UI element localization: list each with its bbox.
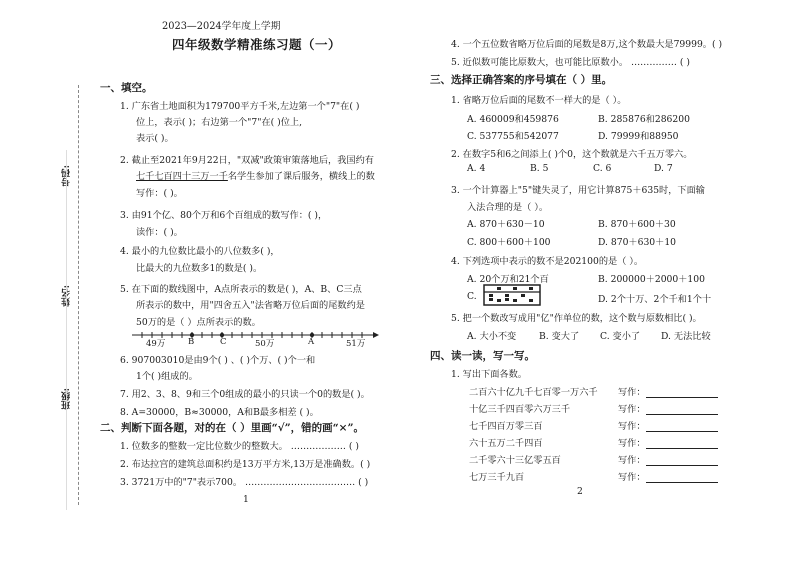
write-blank-2[interactable] xyxy=(646,404,718,415)
choice-1-option-c: C. 537755和542077 xyxy=(467,131,559,142)
q7: 7. 用2、3、8、9和三个0组成的最小的只读一个0的数是( )。 xyxy=(120,389,370,400)
q1-line1: 1. 广东省土地面积为179700平方千米,左边第一个"7"在( ) xyxy=(120,101,360,112)
write-item-6: 七万三千九百 xyxy=(469,472,525,483)
write-item-2: 十亿三千四百零六万三千 xyxy=(469,404,571,415)
number-line-arrow xyxy=(373,332,379,338)
judge-2: 2. 布达拉宫的建筑总面积约是13万平方米,13万是准确数。( ) xyxy=(120,459,371,470)
judge-3: 3. 3721万中的"7"表示700。 ……………………………… ( ) xyxy=(120,477,369,488)
judge-4: 4. 一个五位数省略万位后面的尾数是8万,这个数最大是79999。( ) xyxy=(451,39,723,50)
write-item-1: 二百六十亿九千七百零一万六千 xyxy=(469,387,598,398)
label-51wan: 51万 xyxy=(346,339,366,349)
q2-line3: 写作：( )。 xyxy=(136,188,183,199)
q4-line1: 4. 最小的九位数比最小的八位数多( )， xyxy=(120,246,280,257)
q2-line1: 2. 截止至2021年9月22日，"双减"政策审策落地后，我国约有 xyxy=(120,155,374,166)
q5-line3: 50万的是（ ）点所表示的数。 xyxy=(136,317,261,328)
q1-line2: 位上，表示( )；右边第一个"7"在( )位上, xyxy=(136,117,303,128)
class-label: 班级: xyxy=(62,388,72,410)
write-item-4: 六十五万二千四百 xyxy=(469,438,543,449)
write-blank-1[interactable] xyxy=(646,387,718,398)
write-instruction: 1. 写出下面各数。 xyxy=(451,369,527,380)
binding-margin xyxy=(0,0,70,561)
choice-2-option-a: A. 4 xyxy=(467,163,486,174)
choice-3-line2: 入法合理的是（ ）。 xyxy=(467,202,549,213)
school-year: 2023—2024学年度上学期 xyxy=(162,21,281,32)
label-49wan: 49万 xyxy=(146,339,166,349)
choice-3-option-b: B. 870＋600＋30 xyxy=(598,219,676,230)
section-3-heading: 三、选择正确答案的序号填在（ ）里。 xyxy=(430,74,613,86)
q4-line2: 比最大的九位数多1的数是( )。 xyxy=(136,263,263,274)
label-a: A xyxy=(308,337,315,347)
write-item-3: 七千四百万零三百 xyxy=(469,421,543,432)
choice-4-option-b: B. 200000＋2000＋100 xyxy=(598,274,705,285)
id-number-label: 号码: xyxy=(62,165,72,187)
choice-2: 2. 在数字5和6之间添上( )个0，这个数就是六千五万零六。 xyxy=(451,149,693,160)
section-4-heading: 四、读一读，写一写。 xyxy=(430,350,535,362)
choice-4-option-d: D. 2个十万、2个千和1个十 xyxy=(598,294,712,305)
judge-1: 1. 位数多的整数一定比位数少的整数大。 ……………… ( ) xyxy=(120,441,359,452)
write-label-1: 写作： xyxy=(618,384,718,398)
label-c: C xyxy=(220,337,227,347)
choice-4-option-c: C. xyxy=(467,291,477,302)
choice-3-option-d: D. 870＋630＋10 xyxy=(598,237,677,248)
write-blank-4[interactable] xyxy=(646,438,718,449)
write-blank-3[interactable] xyxy=(646,421,718,432)
write-item-5: 二千零六十三亿零五百 xyxy=(469,455,561,466)
choice-3-line1: 3. 一个计算器上"5"键失灵了，用它计算875＋635时，下面输 xyxy=(451,185,705,196)
q6-line1: 6. 907003010是由9个( ) 、( )个万、( )个一和 xyxy=(120,355,316,366)
binding-dashed-line xyxy=(78,85,79,505)
choice-5-option-d: D. 无法比较 xyxy=(661,331,711,342)
q2-underlined-number: 七千七百四十三万一千 xyxy=(136,171,228,182)
choice-3-option-a: A. 870＋630－10 xyxy=(467,219,545,230)
choice-2-option-c: C. 6 xyxy=(593,163,612,174)
write-label-6: 写作： xyxy=(618,469,718,483)
write-label-2: 写作： xyxy=(618,401,718,415)
student-name-label: 姓名: xyxy=(62,285,72,307)
q3-line1: 3. 由91个亿、80个万和6个百组成的数写作：( )， xyxy=(120,210,328,221)
abacus-icon xyxy=(483,284,541,306)
choice-2-option-b: B. 5 xyxy=(530,163,549,174)
choice-4-option-a: A. 20个万和21个百 xyxy=(467,274,549,285)
q8: 8. A=30000，B≈30000，A和B最多相差 ( )。 xyxy=(120,407,319,418)
write-label-5: 写作： xyxy=(618,452,718,466)
section-1-heading: 一、填空。 xyxy=(100,82,153,94)
q5-line2: 所表示的数中，用"四舍五入"法省略万位后面的尾数约是 xyxy=(136,300,365,311)
choice-2-option-d: D. 7 xyxy=(654,163,673,174)
choice-1: 1. 省略万位后面的尾数不一样大的是（ ）。 xyxy=(451,95,627,106)
choice-5-option-c: C. 变小了 xyxy=(600,331,641,342)
choice-1-option-a: A. 460009和459876 xyxy=(467,114,559,125)
write-label-4: 写作： xyxy=(618,435,718,449)
write-label-3: 写作： xyxy=(618,418,718,432)
binding-fill-line xyxy=(66,150,67,510)
label-b: B xyxy=(188,337,195,347)
q5-line1: 5. 在下面的数线图中，A点所表示的数是( )，A、B、C三点 xyxy=(120,284,362,295)
write-blank-5[interactable] xyxy=(646,455,718,466)
label-50wan: 50万 xyxy=(255,339,275,349)
choice-1-option-d: D. 79999和88950 xyxy=(598,131,679,142)
q2-line2-rest: 名学生参加了课后服务，横线上的数 xyxy=(227,171,375,182)
write-blank-6[interactable] xyxy=(646,472,718,483)
judge-5: 5. 近似数可能比原数大，也可能比原数小。 …………… ( ) xyxy=(451,57,690,68)
q6-line2: 1个( )组成的。 xyxy=(136,371,198,382)
choice-1-option-b: B. 285876和286200 xyxy=(598,114,690,125)
q2-line2 xyxy=(136,168,375,182)
q1-line3: 表示( )。 xyxy=(136,133,174,144)
page-number-1: 1 xyxy=(243,494,249,505)
q3-line2: 读作：( )。 xyxy=(136,227,183,238)
choice-3-option-c: C. 800＋600＋100 xyxy=(467,237,551,248)
choice-5: 5. 把一个数改写成用"亿"作单位的数，这个数与原数相比( )。 xyxy=(451,313,702,324)
page-title: 四年级数学精准练习题（一） xyxy=(172,37,342,52)
section-2-heading: 二、判断下面各题，对的在（ ）里画“√”，错的画“×”。 xyxy=(100,422,365,434)
choice-5-option-a: A. 大小不变 xyxy=(467,331,517,342)
choice-5-option-b: B. 变大了 xyxy=(539,331,580,342)
page-number-2: 2 xyxy=(577,486,583,497)
choice-4: 4. 下列选项中表示的数不是202100的是（ ）。 xyxy=(451,256,644,267)
